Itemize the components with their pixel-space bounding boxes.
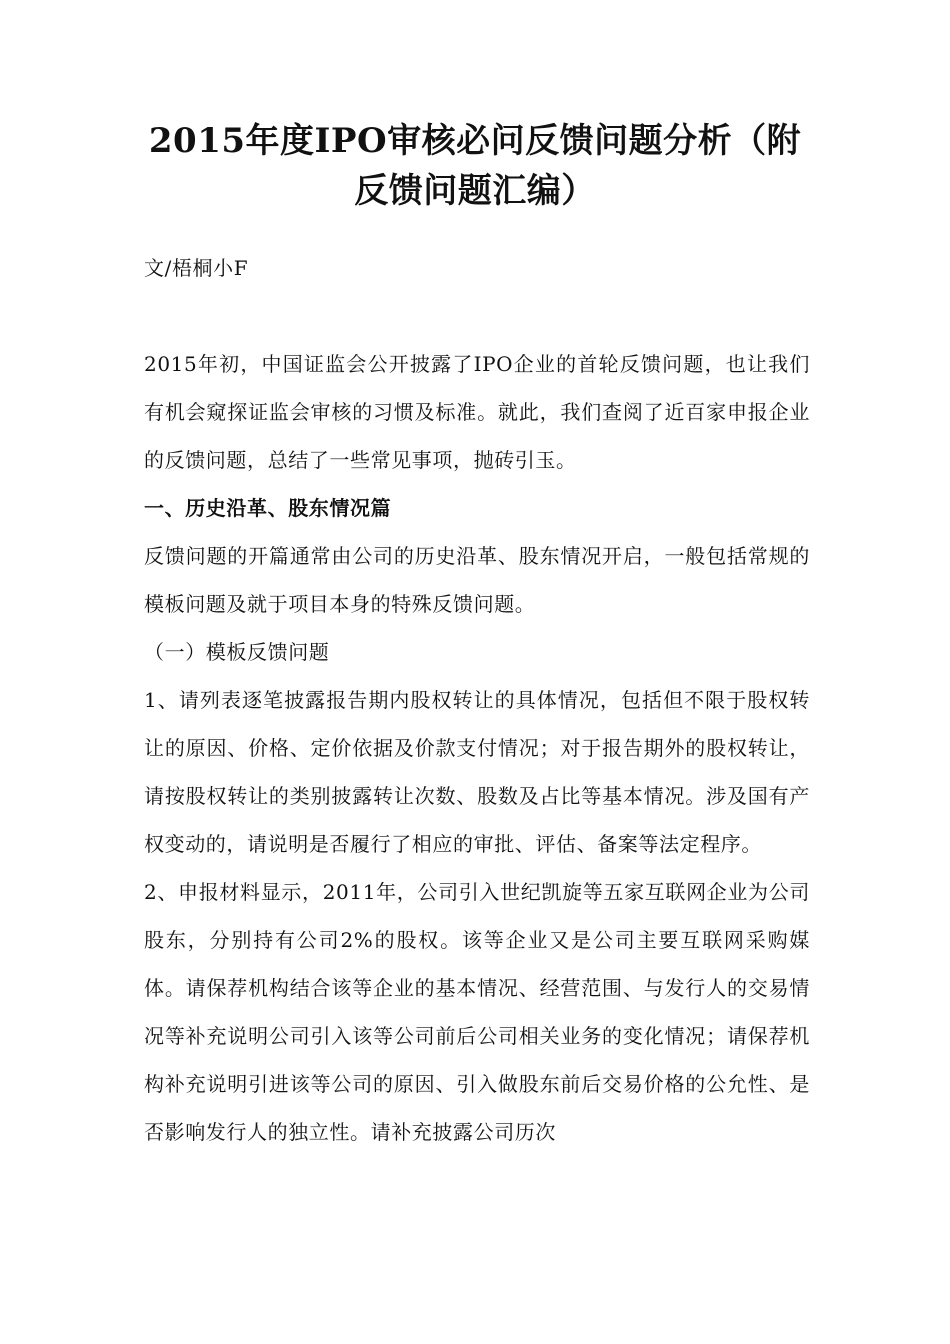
section-heading-history: 一、历史沿革、股东情况篇: [144, 496, 392, 520]
intro-paragraph: 2015年初，中国证监会公开披露了IPO企业的首轮反馈问题，也让我们有机会窥探证监会审核的习惯及标准。就此，我们查阅了近百家申报企业的反馈问题，总结了一些常见事项，抛砖引玉。: [144, 352, 810, 472]
document-title: 2015年度IPO审核必问反馈问题分析（附反馈问题汇编）: [148, 121, 802, 211]
question-item-2: 2、申报材料显示，2011年，公司引入世纪凯旋等五家互联网企业为公司股东，分别持有公司2%的股权。该等企业又是公司主要互联网采购媒体。请保荐机构结合该等企业的基本情况、经营范围、与发行人的交易情况等补充说明公司引入该等公司前后公司相关业务的变化情况；请保荐机构补充说明引进该等公司的原因、引入做股东前后交易价格的公允性、是否影响发行人的独立性。请补充披露公司历次: [144, 880, 810, 1144]
subsection-heading-template: （一）模板反馈问题: [144, 640, 330, 664]
question-item-1: 1、请列表逐笔披露报告期内股权转让的具体情况，包括但不限于股权转让的原因、价格、定价依据及价款支付情况；对于报告期外的股权转让，请按股权转让的类别披露转让次数、股数及占比等基本情况。涉及国有产权变动的，请说明是否履行了相应的审批、评估、备案等法定程序。: [144, 688, 810, 856]
author-line: 文/梧桐小F: [144, 256, 249, 280]
section-intro-paragraph: 反馈问题的开篇通常由公司的历史沿革、股东情况开启，一般包括常规的模板问题及就于项目本身的特殊反馈问题。: [144, 544, 810, 616]
document-body: [144, 244, 810, 1156]
